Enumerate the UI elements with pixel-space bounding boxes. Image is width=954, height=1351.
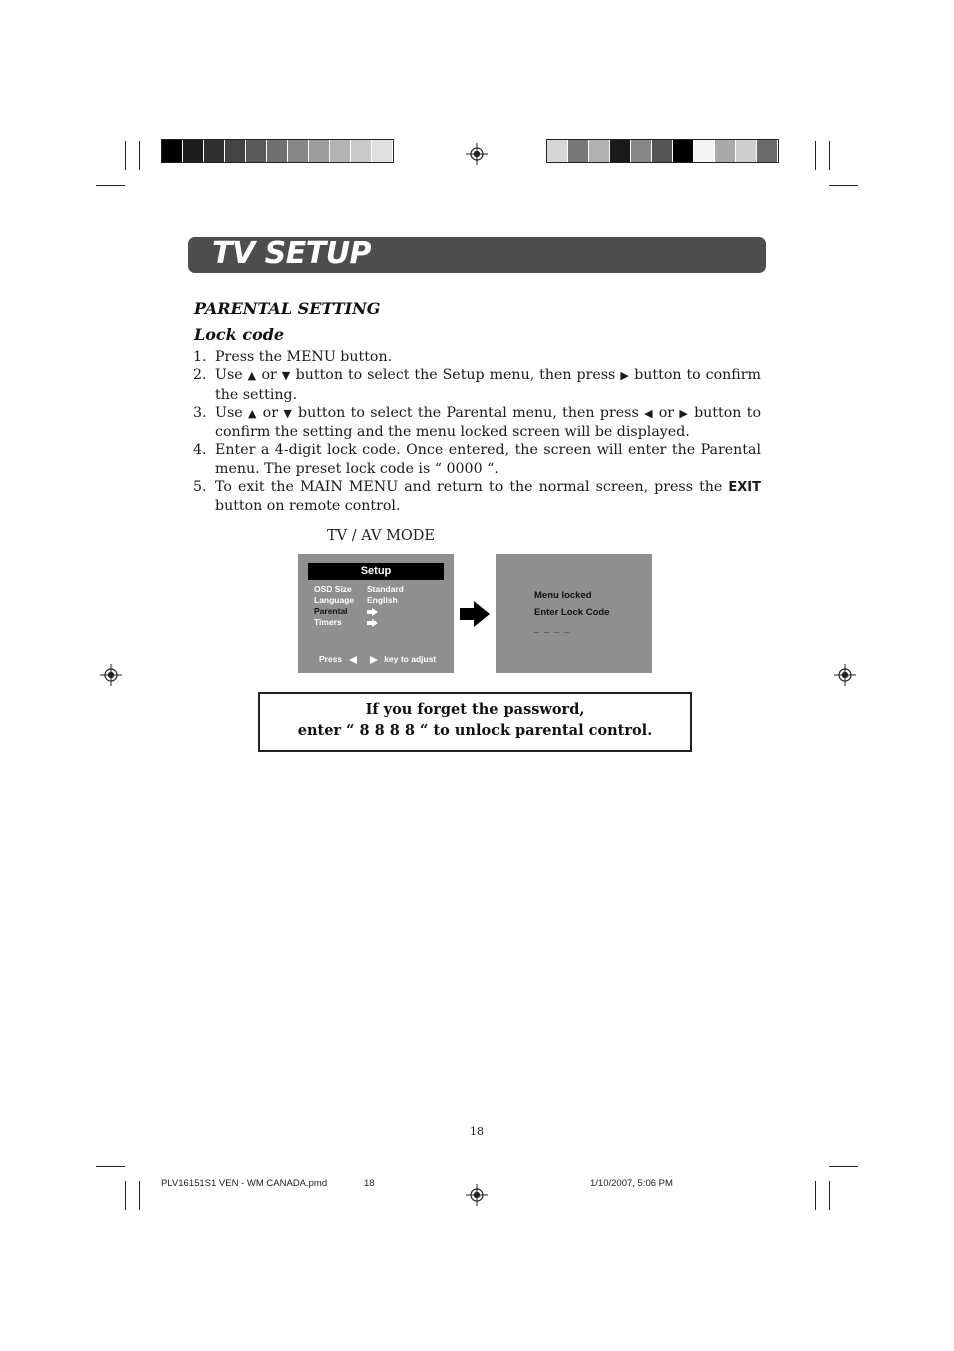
- setup-menu-title: Setup: [308, 563, 444, 580]
- arrow-right-icon: [367, 608, 378, 616]
- menu-footer-hint: Press key to adjust: [319, 654, 437, 664]
- arrow-right-icon: [367, 619, 378, 627]
- section-heading: PARENTAL SETTING: [194, 299, 381, 318]
- color-calibration-bar-left: [161, 139, 394, 163]
- instruction-list: [193, 348, 761, 516]
- right-triangle-icon: [370, 656, 382, 664]
- subsection-heading: Lock code: [194, 325, 285, 344]
- menu-row-language: Language English: [314, 595, 398, 605]
- left-arrow-icon: ◀: [644, 406, 654, 420]
- mode-label: TV / AV MODE: [327, 528, 436, 544]
- transition-arrow-icon: [460, 601, 490, 627]
- menu-row-timers: Timers: [314, 617, 444, 628]
- menu-locked-text: Menu locked: [534, 590, 592, 601]
- setup-menu-screen: [298, 554, 454, 673]
- lock-code-placeholder: _ _ _ _: [534, 624, 571, 635]
- down-arrow-icon: ▼: [281, 369, 291, 383]
- menu-row-parental: Parental: [314, 606, 444, 617]
- note-line-2: enter “ 8 8 8 8 “ to unlock parental control.: [297, 722, 653, 739]
- up-arrow-icon: ▲: [248, 406, 258, 420]
- list-item: 5. To exit the MAIN MENU and return to the normal screen, press the EXIT button on remote control.: [193, 479, 761, 515]
- list-item: 1. Press the MENU button.: [193, 349, 393, 365]
- page-number: 18: [470, 1125, 484, 1138]
- list-item: 2. Use ▲ or ▼ button to select the Setup menu, then press ▶ button to confirm the setting.: [193, 367, 761, 403]
- up-arrow-icon: ▲: [247, 369, 257, 383]
- color-calibration-bar-right: [546, 139, 779, 163]
- menu-locked-screen: [496, 554, 652, 673]
- menu-row-osd-size: OSD Size Standard: [314, 584, 404, 594]
- title-band: [188, 237, 766, 273]
- down-arrow-icon: ▼: [283, 406, 293, 420]
- list-item: 3. Use ▲ or ▼ button to select the Parental menu, then press ◀ or ▶ button to confirm the setting and the menu locked screen will be displayed.: [193, 404, 761, 441]
- registration-mark-icon: [466, 143, 488, 165]
- right-arrow-icon: ▶: [679, 406, 689, 420]
- note-line-1: If you forget the password,: [365, 701, 585, 718]
- right-arrow-icon: ▶: [620, 369, 630, 383]
- registration-mark-icon: [834, 664, 856, 686]
- registration-mark-icon: [466, 1184, 488, 1206]
- list-item: 4. Enter a 4-digit lock code. Once entered, the screen will enter the Parental menu. The preset lock code is “ 0000 “.: [193, 442, 761, 477]
- footer-datetime: 1/10/2007, 5:06 PM: [590, 1178, 673, 1189]
- footer-page: 18: [364, 1178, 375, 1189]
- page-title: TV SETUP: [212, 236, 372, 271]
- enter-lock-code-text: Enter Lock Code: [534, 607, 610, 618]
- password-note-box: [258, 692, 692, 752]
- registration-mark-icon: [100, 664, 122, 686]
- footer-filename: PLV16151S1 VEN - WM CANADA.pmd: [161, 1178, 328, 1189]
- left-triangle-icon: [349, 656, 367, 664]
